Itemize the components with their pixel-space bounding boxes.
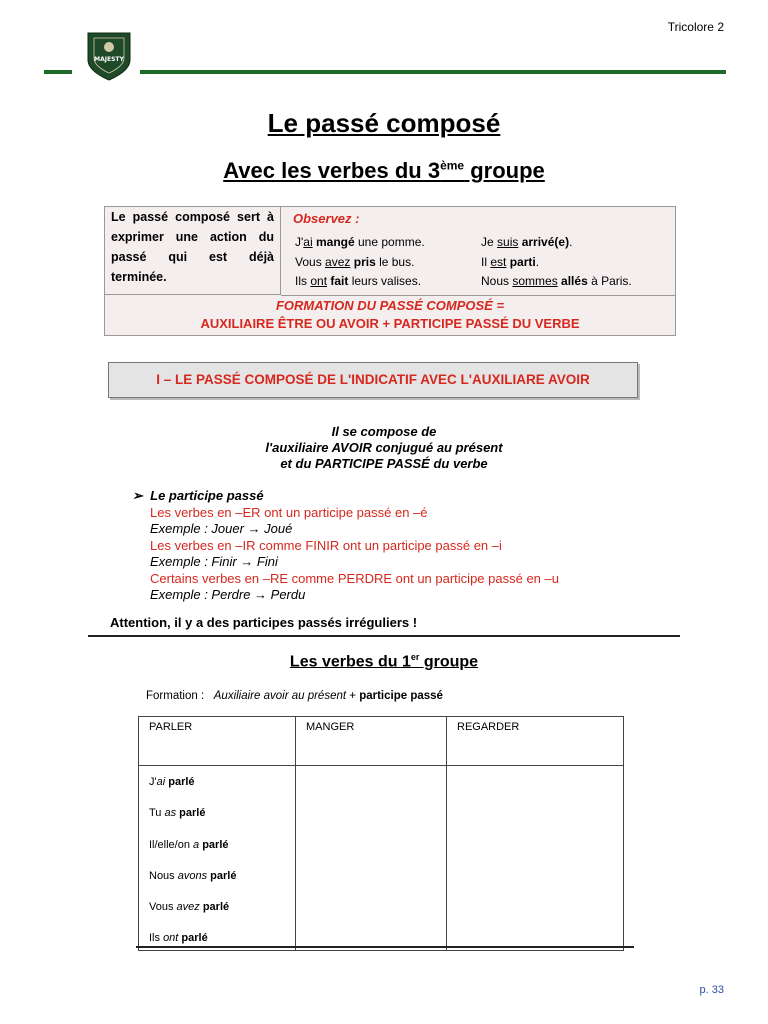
example-sentence: Il est parti.: [481, 255, 540, 269]
divider-line: [88, 635, 680, 637]
school-logo: [84, 30, 134, 82]
rule-text: Les verbes en –IR comme FINIR ont un participe passé en –i: [150, 537, 502, 553]
conjugation-cell-regarder[interactable]: [447, 766, 624, 951]
table-row: Il/elle/on a parlé: [149, 838, 229, 851]
table-row: Ils ont parlé: [149, 932, 208, 945]
section-heading-1er-groupe: Les verbes du 1er groupe: [289, 652, 479, 671]
conjugation-table: [138, 716, 624, 951]
svg-text:MAJESTY: MAJESTY: [94, 56, 124, 63]
examples-panel: [281, 207, 675, 296]
rule-text: Certains verbes en –RE comme PERDRE ont un participe passé en –u: [150, 570, 559, 586]
rule-example: Exemple : Perdre → Perdu: [150, 587, 306, 602]
table-header: REGARDER: [447, 717, 624, 766]
table-header: MANGER: [296, 717, 447, 766]
intro-box: [104, 206, 676, 336]
example-sentence: Vous avez pris le bus.: [295, 255, 415, 269]
table-header: PARLER: [139, 717, 296, 766]
formation-block: [105, 297, 675, 333]
definition-text: Le passé composé sert à exprimer une action du passé qui est déjà terminée.: [105, 207, 281, 295]
table-row: Nous avons parlé: [149, 869, 237, 882]
formation-title: FORMATION DU PASSÉ COMPOSÉ =: [275, 298, 505, 313]
table-row: Vous avez parlé: [149, 901, 230, 914]
formation-rule: AUXILIAIRE ÊTRE OU AVOIR + PARTICIPE PASSÉ DU VERBE: [200, 316, 580, 331]
rule-example: Exemple : Jouer → Joué: [150, 521, 293, 536]
example-sentence: Je suis arrivé(e).: [481, 235, 573, 249]
formation-line: Formation : Auxiliaire avoir au présent + participe passé: [146, 690, 443, 702]
divider-line: [136, 946, 634, 948]
rule-example: Exemple : Finir → Fini: [150, 554, 278, 569]
participe-passe-rules: [132, 488, 559, 604]
observez-label: Observez :: [293, 211, 360, 226]
page-number: p. 33: [699, 984, 724, 996]
section-heading-avoir: I – LE PASSÉ COMPOSÉ DE L'INDICATIF AVEC L'AUXILIARE AVOIR: [108, 362, 638, 398]
conjugation-cell-manger[interactable]: [296, 766, 447, 951]
page-subtitle: Avec les verbes du 3ème groupe: [223, 158, 545, 183]
composition-explanation: Il se compose de l'auxiliaire AVOIR conjugué au présent et du PARTICIPE PASSÉ du verbe: [265, 424, 503, 471]
attention-note: Attention, il y a des participes passés irréguliers !: [110, 615, 418, 630]
example-sentence: Nous sommes allés à Paris.: [481, 274, 632, 288]
participe-heading: ➢ Le participe passé: [132, 488, 264, 503]
page-title: Le passé composé: [267, 108, 501, 138]
book-title: Tricolore 2: [667, 20, 724, 34]
arrow-bullet-icon: ➢: [132, 488, 143, 503]
example-sentence: J'ai mangé une pomme.: [295, 235, 425, 249]
example-sentence: Ils ont fait leurs valises.: [295, 274, 422, 288]
conjugation-cell-parler: [139, 766, 296, 951]
header-rule-left: [44, 70, 72, 74]
header-rule-right: [140, 70, 726, 74]
rule-text: Les verbes en –ER ont un participe passé en –é: [150, 504, 428, 520]
table-row: J'ai parlé: [149, 776, 195, 788]
table-row: Tu as parlé: [149, 807, 206, 820]
